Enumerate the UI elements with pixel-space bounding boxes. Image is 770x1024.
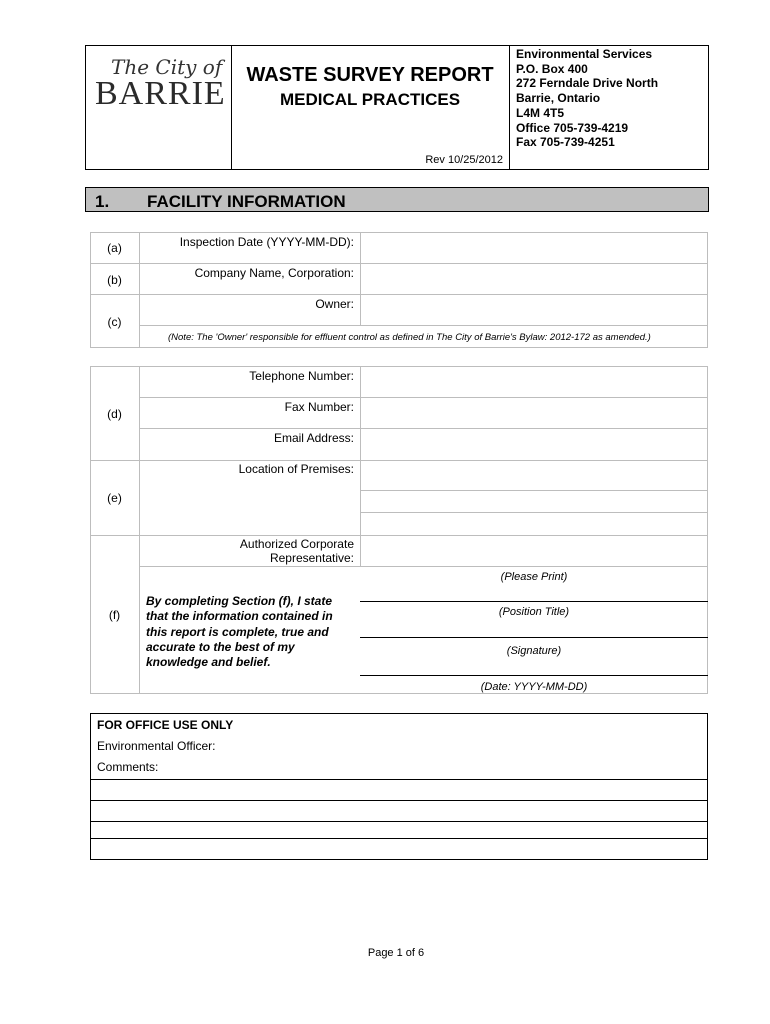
- row-label-a: (a): [107, 241, 122, 255]
- comments-label: Comments:: [97, 760, 159, 774]
- declaration-line: that the information contained in: [146, 609, 333, 624]
- comments-field[interactable]: [91, 780, 707, 859]
- signature-caption: (Signature): [506, 645, 562, 657]
- address-line: 272 Ferndale Drive North: [516, 76, 659, 91]
- inspection-date-label: Inspection Date (YYYY-MM-DD):: [179, 235, 354, 249]
- declaration-line: By completing Section (f), I state: [146, 594, 333, 608]
- representative-label-1: Authorized Corporate: [239, 537, 354, 551]
- address-block: [516, 47, 706, 150]
- section-number: 1.: [95, 192, 110, 211]
- date-caption: (Date: YYYY-MM-DD): [480, 681, 588, 693]
- report-subtitle: MEDICAL PRACTICES: [279, 90, 461, 109]
- row-label-e: (e): [107, 491, 122, 505]
- environmental-officer-field[interactable]: [230, 736, 706, 754]
- company-name-field[interactable]: [361, 264, 707, 294]
- address-line: Environmental Services: [516, 47, 653, 61]
- email-field[interactable]: [361, 429, 707, 460]
- declaration-line: this report is complete, true and: [146, 624, 329, 639]
- telephone-field[interactable]: [361, 367, 707, 397]
- position-title-caption: (Position Title): [498, 606, 570, 618]
- print-name-caption: (Please Print): [500, 571, 568, 583]
- print-name-field[interactable]: [361, 584, 707, 601]
- city-logo: [95, 55, 227, 113]
- company-name-label: Company Name, Corporation:: [194, 266, 354, 280]
- address-line: Barrie, Ontario: [516, 91, 601, 106]
- declaration-line: accurate to the best of my: [146, 639, 295, 654]
- address-line: Office 705-739-4219: [516, 120, 629, 135]
- location-label: Location of Premises:: [238, 462, 354, 476]
- report-title: WASTE SURVEY REPORT: [246, 64, 494, 86]
- revision-date: Rev 10/25/2012: [425, 154, 503, 166]
- email-label: Email Address:: [273, 431, 354, 445]
- environmental-officer-label: Environmental Officer:: [97, 739, 216, 753]
- office-use-title: FOR OFFICE USE ONLY: [97, 718, 234, 732]
- location-field-2[interactable]: [361, 491, 707, 512]
- row-label-d: (d): [107, 407, 122, 421]
- signature-field[interactable]: [361, 658, 707, 675]
- owner-label: Owner:: [315, 297, 354, 311]
- location-field-3[interactable]: [361, 513, 707, 535]
- page-number: Page 1 of 6: [367, 947, 425, 959]
- address-line: P.O. Box 400: [516, 61, 588, 76]
- fax-field[interactable]: [361, 398, 707, 428]
- representative-label-2: Representative:: [269, 551, 354, 565]
- declaration-line: knowledge and belief.: [146, 655, 271, 670]
- row-label-c: (c): [107, 315, 122, 329]
- telephone-label: Telephone Number:: [249, 369, 354, 383]
- row-label-f: (f): [108, 608, 121, 622]
- row-label-b: (b): [107, 273, 122, 287]
- logo-line-1: The City of: [111, 55, 223, 79]
- logo-line-2: BARRIE: [95, 75, 226, 112]
- section-title: FACILITY INFORMATION: [147, 192, 346, 211]
- address-line: Fax 705-739-4251: [516, 135, 615, 150]
- owner-note: (Note: The 'Owner' responsible for effluent control as defined in The City of Barrie's Bylaw: 2012-172 as amended.): [168, 332, 651, 343]
- owner-field[interactable]: [361, 295, 707, 325]
- inspection-date-field[interactable]: [361, 233, 707, 263]
- position-title-field[interactable]: [361, 620, 707, 637]
- declaration-statement: [146, 594, 358, 670]
- fax-label: Fax Number:: [284, 400, 354, 414]
- representative-field[interactable]: [361, 536, 707, 566]
- location-field-1[interactable]: [361, 461, 707, 490]
- address-line: L4M 4T5: [516, 105, 565, 120]
- header-divider-2: [509, 45, 510, 170]
